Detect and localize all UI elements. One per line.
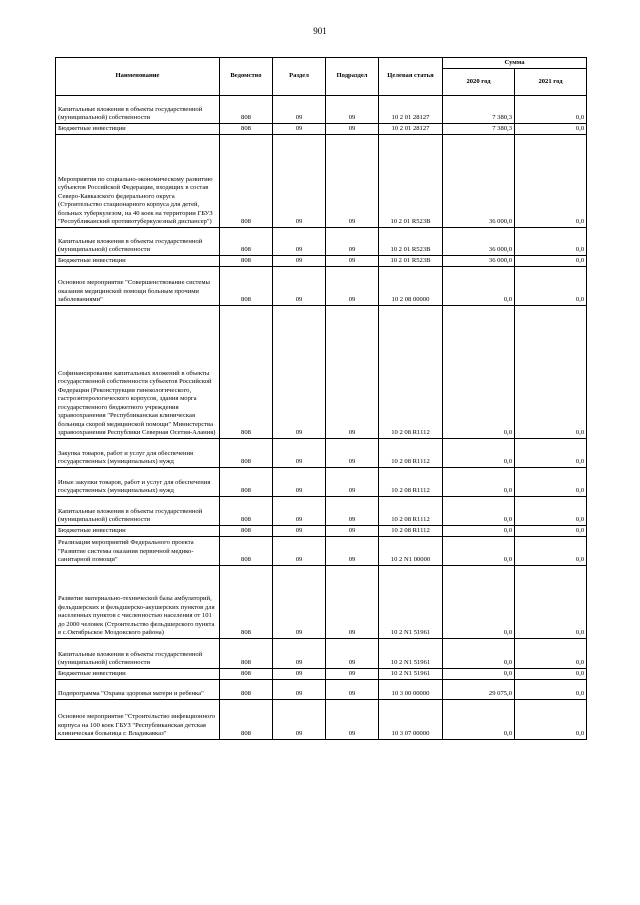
row-razdel: 09 <box>273 526 326 537</box>
page-number: 901 <box>313 26 327 36</box>
table-row <box>56 124 587 135</box>
table-row <box>56 700 587 740</box>
row-sum-2021: 0,0 <box>515 680 587 700</box>
row-vedomstvo: 808 <box>220 439 273 468</box>
row-razdel: 09 <box>273 639 326 669</box>
row-podrazdel: 09 <box>326 306 379 439</box>
row-target-article: 10 3 07 00000 <box>379 700 443 740</box>
row-target-article: 10 2 01 28127 <box>379 96 443 124</box>
row-sum-2020: 0,0 <box>443 497 515 526</box>
row-sum-2021: 0,0 <box>515 124 587 135</box>
row-vedomstvo: 808 <box>220 306 273 439</box>
row-target-article: 10 2 01 R523B <box>379 256 443 267</box>
row-name: Мероприятия по социально-экономическому развитию субъектов Российской Федерации, входящих в состав Северо-Кавказского федерального округа (Строительство стационарного корпуса для детей, больных туберкулезом, на 40 коек на территории ГБУЗ "Республиканский противотуберкулезный диспансер") <box>56 135 220 228</box>
row-target-article: 10 2 08 R1112 <box>379 439 443 468</box>
row-vedomstvo: 808 <box>220 267 273 306</box>
row-target-article: 10 3 00 00000 <box>379 680 443 700</box>
budget-table <box>55 57 587 740</box>
row-name: Подпрограмма "Охрана здоровья матери и ребенка" <box>56 680 220 700</box>
row-podrazdel: 09 <box>326 256 379 267</box>
row-sum-2021: 0,0 <box>515 135 587 228</box>
row-razdel: 09 <box>273 124 326 135</box>
row-sum-2021: 0,0 <box>515 566 587 639</box>
row-razdel: 09 <box>273 700 326 740</box>
table-row <box>56 439 587 468</box>
table-row <box>56 228 587 256</box>
row-sum-2020: 0,0 <box>443 306 515 439</box>
row-sum-2021: 0,0 <box>515 228 587 256</box>
table-row <box>56 306 587 439</box>
table-row <box>56 680 587 700</box>
row-razdel: 09 <box>273 497 326 526</box>
row-podrazdel: 09 <box>326 267 379 306</box>
header-podrazdel: Подраздел <box>326 58 379 96</box>
row-podrazdel: 09 <box>326 124 379 135</box>
row-sum-2021: 0,0 <box>515 96 587 124</box>
row-razdel: 09 <box>273 306 326 439</box>
row-sum-2020: 0,0 <box>443 439 515 468</box>
row-target-article: 10 2 N1 00000 <box>379 537 443 566</box>
row-sum-2020: 0,0 <box>443 669 515 680</box>
table-body <box>56 96 587 740</box>
row-vedomstvo: 808 <box>220 96 273 124</box>
row-podrazdel: 09 <box>326 639 379 669</box>
table-row <box>56 639 587 669</box>
row-razdel: 09 <box>273 267 326 306</box>
row-target-article: 10 2 08 R1112 <box>379 497 443 526</box>
row-sum-2020: 36 000,0 <box>443 256 515 267</box>
table-row <box>56 566 587 639</box>
row-sum-2021: 0,0 <box>515 497 587 526</box>
row-target-article: 10 2 08 R1112 <box>379 468 443 497</box>
row-sum-2021: 0,0 <box>515 468 587 497</box>
row-sum-2020: 36 000,0 <box>443 228 515 256</box>
row-sum-2020: 0,0 <box>443 639 515 669</box>
table-row <box>56 526 587 537</box>
row-vedomstvo: 808 <box>220 700 273 740</box>
row-sum-2020: 0,0 <box>443 526 515 537</box>
row-sum-2020: 0,0 <box>443 566 515 639</box>
row-vedomstvo: 808 <box>220 639 273 669</box>
row-sum-2020: 29 075,0 <box>443 680 515 700</box>
header-year-2021: 2021 год <box>515 69 587 96</box>
header-name: Наименование <box>56 58 220 96</box>
row-podrazdel: 09 <box>326 135 379 228</box>
row-vedomstvo: 808 <box>220 468 273 497</box>
row-vedomstvo: 808 <box>220 680 273 700</box>
row-podrazdel: 09 <box>326 537 379 566</box>
row-razdel: 09 <box>273 669 326 680</box>
row-vedomstvo: 808 <box>220 135 273 228</box>
row-vedomstvo: 808 <box>220 256 273 267</box>
row-name: Бюджетные инвестиции <box>56 669 220 680</box>
row-name: Софинансирование капитальных вложений в объекты государственной собственности субъектов Российской Федерации (Реконструкция гинекологического, гастроэнтерологического корпусов, здания морга государственного бюджетного учреждения здравоохранения "Республиканская клиническая больница скорой медицинской помощи" Министерства здравоохранения Республики Северная Осетия-Алания) <box>56 306 220 439</box>
row-razdel: 09 <box>273 228 326 256</box>
table-row <box>56 267 587 306</box>
row-podrazdel: 09 <box>326 526 379 537</box>
row-sum-2020: 7 380,3 <box>443 124 515 135</box>
table-row <box>56 669 587 680</box>
row-name: Основное мероприятие "Строительство инфекционного корпуса на 100 коек ГБУЗ "Республиканская детская клиническая больница г. Владикавказ" <box>56 700 220 740</box>
row-name: Капитальные вложения в объекты государственной (муниципальной) собственности <box>56 639 220 669</box>
row-razdel: 09 <box>273 566 326 639</box>
row-vedomstvo: 808 <box>220 537 273 566</box>
row-sum-2021: 0,0 <box>515 700 587 740</box>
row-razdel: 09 <box>273 468 326 497</box>
row-target-article: 10 2 08 R1112 <box>379 526 443 537</box>
row-name: Капитальные вложения в объекты государственной (муниципальной) собственности <box>56 228 220 256</box>
table-row <box>56 135 587 228</box>
row-name: Иные закупки товаров, работ и услуг для обеспечения государственных (муниципальных) нужд <box>56 468 220 497</box>
row-target-article: 10 2 N1 51961 <box>379 639 443 669</box>
row-razdel: 09 <box>273 96 326 124</box>
row-podrazdel: 09 <box>326 566 379 639</box>
row-podrazdel: 09 <box>326 700 379 740</box>
row-podrazdel: 09 <box>326 669 379 680</box>
row-sum-2021: 0,0 <box>515 256 587 267</box>
row-razdel: 09 <box>273 135 326 228</box>
row-sum-2020: 7 380,3 <box>443 96 515 124</box>
row-sum-2021: 0,0 <box>515 639 587 669</box>
row-podrazdel: 09 <box>326 439 379 468</box>
row-target-article: 10 2 N1 51961 <box>379 669 443 680</box>
row-target-article: 10 2 N1 51961 <box>379 566 443 639</box>
row-sum-2021: 0,0 <box>515 267 587 306</box>
row-podrazdel: 09 <box>326 680 379 700</box>
header-sum: Сумма <box>443 58 587 69</box>
row-name: Бюджетные инвестиции <box>56 256 220 267</box>
header-year-2020: 2020 год <box>443 69 515 96</box>
row-podrazdel: 09 <box>326 96 379 124</box>
row-vedomstvo: 808 <box>220 566 273 639</box>
row-sum-2021: 0,0 <box>515 537 587 566</box>
row-name: Основное мероприятие "Совершенствование системы оказания медицинской помощи больным прочими заболеваниями" <box>56 267 220 306</box>
row-podrazdel: 09 <box>326 228 379 256</box>
row-name: Развитие материально-технической базы амбулаторий, фельдшерских и фельдшерско-акушерских пунктов для населенных пунктов с численностью населения от 101 до 2000 человек (Строительство фельдшерского пункта в с.Октябрьское Моздокского района) <box>56 566 220 639</box>
row-sum-2020: 0,0 <box>443 468 515 497</box>
row-name: Бюджетные инвестиции <box>56 124 220 135</box>
row-razdel: 09 <box>273 537 326 566</box>
row-target-article: 10 2 01 R523B <box>379 135 443 228</box>
row-target-article: 10 2 08 R1112 <box>379 306 443 439</box>
row-sum-2020: 36 000,0 <box>443 135 515 228</box>
row-sum-2021: 0,0 <box>515 669 587 680</box>
row-razdel: 09 <box>273 680 326 700</box>
row-sum-2021: 0,0 <box>515 526 587 537</box>
row-vedomstvo: 808 <box>220 497 273 526</box>
row-sum-2020: 0,0 <box>443 537 515 566</box>
row-name: Бюджетные инвестиции <box>56 526 220 537</box>
row-name: Закупка товаров, работ и услуг для обеспечения государственных (муниципальных) нужд <box>56 439 220 468</box>
row-target-article: 10 2 01 R523B <box>379 228 443 256</box>
row-target-article: 10 2 08 00000 <box>379 267 443 306</box>
row-razdel: 09 <box>273 439 326 468</box>
row-sum-2021: 0,0 <box>515 306 587 439</box>
row-podrazdel: 09 <box>326 497 379 526</box>
row-name: Капитальные вложения в объекты государственной (муниципальной) собственности <box>56 96 220 124</box>
table-row <box>56 256 587 267</box>
table-row <box>56 96 587 124</box>
row-vedomstvo: 808 <box>220 669 273 680</box>
row-podrazdel: 09 <box>326 468 379 497</box>
row-razdel: 09 <box>273 256 326 267</box>
row-sum-2020: 0,0 <box>443 267 515 306</box>
row-name: Капитальные вложения в объекты государственной (муниципальной) собственности <box>56 497 220 526</box>
table-row <box>56 537 587 566</box>
row-vedomstvo: 808 <box>220 124 273 135</box>
header-razdel: Раздел <box>273 58 326 96</box>
row-vedomstvo: 808 <box>220 526 273 537</box>
row-sum-2020: 0,0 <box>443 700 515 740</box>
table-row <box>56 468 587 497</box>
row-target-article: 10 2 01 28127 <box>379 124 443 135</box>
header-target-article: Целевая статья <box>379 58 443 96</box>
row-sum-2021: 0,0 <box>515 439 587 468</box>
row-name: Реализация мероприятий Федерального проекта "Развитие системы оказания первичной медико-санитарной помощи" <box>56 537 220 566</box>
header-vedomstvo: Ведомство <box>220 58 273 96</box>
row-vedomstvo: 808 <box>220 228 273 256</box>
table-row <box>56 497 587 526</box>
